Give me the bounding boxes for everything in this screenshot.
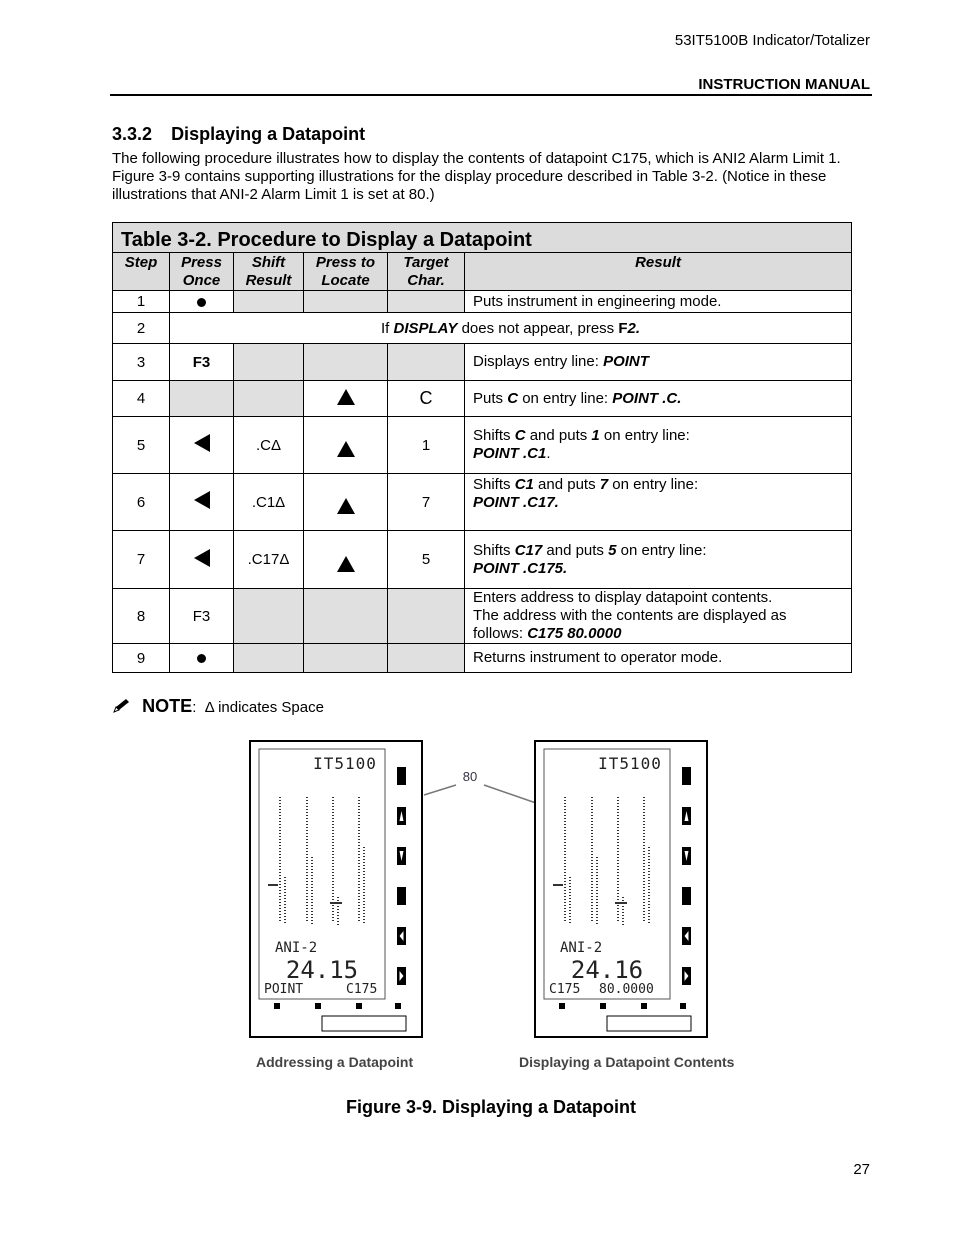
callout-value: 80	[462, 769, 478, 784]
empty-cell	[304, 589, 388, 644]
left-bottom-left: POINT	[264, 982, 304, 997]
empty-cell	[170, 381, 234, 417]
header-rule	[110, 94, 872, 96]
section-intro: The following procedure illustrates how to display the contents of datapoint C175, which is ANI2 Alarm Limit 1. Figure 3-9 contains supporting illustrations for the display procedure described in Table 3-2. (Notice in these illustrations that ANI-2 Alarm Limit 1 is set at 80.)	[112, 150, 841, 203]
header-product: 53IT5100B Indicator/Totalizer	[674, 32, 870, 49]
shift-result: .CΔ	[234, 417, 304, 474]
section-number: 3.3.2	[112, 124, 153, 144]
target-char: 5	[388, 531, 465, 589]
right-channel: ANI-2	[560, 940, 603, 956]
header-manual: INSTRUCTION MANUAL	[698, 76, 870, 93]
left-bottom-right: C175	[346, 982, 378, 997]
step-number: 6	[113, 474, 170, 531]
empty-cell	[234, 589, 304, 644]
table-row	[113, 344, 852, 381]
right-panel-caption: Displaying a Datapoint Contents	[519, 1054, 735, 1070]
table-row	[113, 291, 852, 313]
result-text: Returns instrument to operator mode.	[465, 644, 852, 673]
pencil-icon	[112, 698, 132, 714]
result-text: Puts instrument in engineering mode.	[465, 291, 852, 313]
empty-cell	[304, 644, 388, 673]
press-key: F3	[170, 589, 234, 644]
table-row	[113, 589, 852, 644]
table-row	[113, 531, 852, 589]
up-arrow-icon	[304, 474, 388, 531]
step-number: 4	[113, 381, 170, 417]
right-value: 24.16	[570, 956, 644, 984]
empty-cell	[234, 381, 304, 417]
empty-cell	[388, 589, 465, 644]
left-arrow-icon	[170, 474, 234, 531]
target-char: C	[388, 381, 465, 417]
result-text: Puts C on entry line: POINT .C.	[465, 381, 852, 417]
press-key: F3	[170, 344, 234, 381]
left-arrow-icon	[170, 531, 234, 589]
note: NOTE: Δ indicates Space	[112, 696, 324, 717]
section-heading	[112, 124, 365, 145]
table-row	[113, 381, 852, 417]
left-display-panel	[250, 741, 422, 1037]
right-bottom-right: 80.0000	[599, 982, 654, 997]
empty-cell	[388, 344, 465, 381]
dot-key-icon	[170, 644, 234, 673]
empty-cell	[304, 344, 388, 381]
table-row	[113, 644, 852, 673]
col-step: Step	[113, 253, 170, 291]
left-arrow-icon	[170, 417, 234, 474]
shift-result: .C17Δ	[234, 531, 304, 589]
table-title: Table 3-2. Procedure to Display a Datapoint	[113, 223, 852, 253]
page-number: 27	[853, 1161, 870, 1178]
col-result: Result	[465, 253, 852, 291]
up-arrow-icon	[304, 381, 388, 417]
step-note: If DISPLAY does not appear, press F2.	[170, 313, 852, 344]
table-header-row	[113, 253, 852, 291]
up-arrow-icon	[304, 531, 388, 589]
step-number: 5	[113, 417, 170, 474]
right-bottom-left: C175	[549, 982, 581, 997]
up-arrow-icon	[304, 417, 388, 474]
note-text: Δ indicates Space	[204, 699, 324, 716]
procedure-table	[112, 222, 852, 673]
left-panel-caption: Addressing a Datapoint	[256, 1054, 414, 1070]
col-target-char: Target Char.	[388, 253, 465, 291]
empty-cell	[234, 344, 304, 381]
figure-caption: Figure 3-9. Displaying a Datapoint	[345, 1097, 637, 1117]
target-char: 7	[388, 474, 465, 531]
step-number: 7	[113, 531, 170, 589]
step-number: 9	[113, 644, 170, 673]
left-model: IT5100	[313, 754, 377, 773]
empty-cell	[234, 291, 304, 313]
result-text: Shifts C17 and puts 5 on entry line: POINT .C175.	[465, 531, 852, 589]
right-display-panel	[535, 741, 707, 1037]
col-shift-result: Shift Result	[234, 253, 304, 291]
result-text: Displays entry line: POINT	[465, 344, 852, 381]
figure-illustration	[230, 735, 770, 1085]
shift-result: .C1Δ	[234, 474, 304, 531]
left-channel: ANI-2	[275, 940, 318, 956]
result-text: Shifts C1 and puts 7 on entry line: POINT .C17.	[465, 474, 852, 531]
result-text: Shifts C and puts 1 on entry line: POINT .C1.	[465, 417, 852, 474]
step-number: 3	[113, 344, 170, 381]
table-row	[113, 417, 852, 474]
empty-cell	[234, 644, 304, 673]
section-title: Displaying a Datapoint	[171, 124, 366, 144]
col-press-once: Press Once	[170, 253, 234, 291]
step-number: 1	[113, 291, 170, 313]
right-model: IT5100	[598, 754, 662, 773]
result-text: Enters address to display datapoint contents. The address with the contents are displayed as follows: C175 80.0000	[465, 589, 852, 644]
step-number: 2	[113, 313, 170, 344]
table-row	[113, 474, 852, 531]
empty-cell	[304, 291, 388, 313]
note-label: NOTE	[142, 696, 193, 716]
col-press-to-locate: Press to Locate	[304, 253, 388, 291]
target-char: 1	[388, 417, 465, 474]
left-value: 24.15	[285, 956, 359, 984]
empty-cell	[388, 291, 465, 313]
dot-key-icon	[170, 291, 234, 313]
empty-cell	[388, 644, 465, 673]
step-number: 8	[113, 589, 170, 644]
table-row	[113, 313, 852, 344]
